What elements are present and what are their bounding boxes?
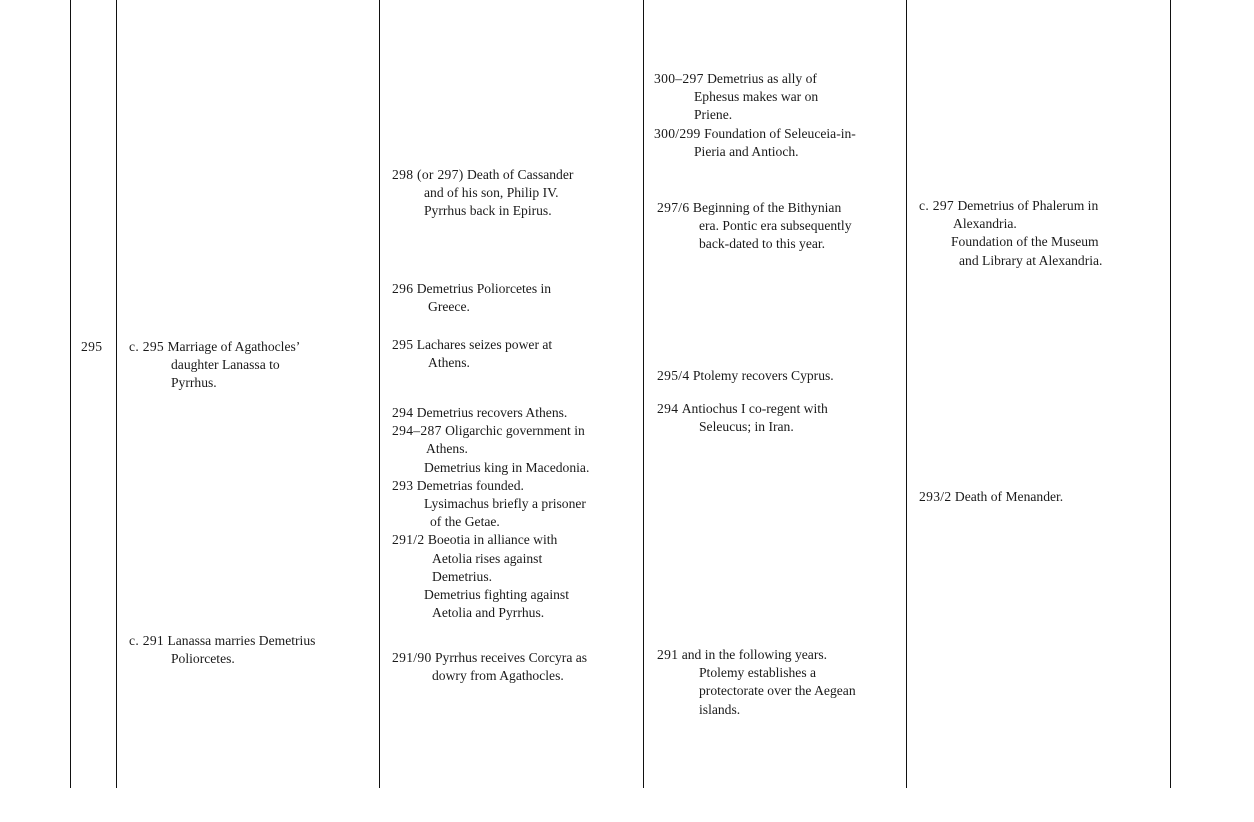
entry-year: 294 bbox=[657, 401, 679, 416]
entry-text: Foundation of Seleuceia-in- bbox=[704, 125, 856, 141]
entry-text: Oligarchic government in bbox=[445, 423, 585, 439]
entry-text: Demetrias founded. bbox=[416, 477, 524, 493]
entry-text: Demetrius of Phalerum in bbox=[957, 198, 1099, 213]
entry-text: Poliorcetes. bbox=[171, 651, 235, 667]
column-rule-6 bbox=[1170, 0, 1171, 788]
entry-year: 298 (or 297) bbox=[392, 167, 464, 182]
column-rule-1 bbox=[70, 0, 71, 788]
entry-text: Death of Menander. bbox=[954, 489, 1064, 504]
entry-text: Priene. bbox=[694, 107, 733, 123]
greece-entry bbox=[392, 280, 551, 316]
year-marker-text: 295 bbox=[81, 339, 103, 354]
entry-text: Demetrius. bbox=[432, 568, 493, 584]
entry-year: 291/2 bbox=[392, 532, 425, 548]
entry-year: 300–297 bbox=[654, 71, 704, 86]
asia-entry bbox=[657, 400, 828, 436]
entry-year: c. 295 bbox=[129, 339, 165, 354]
entry-text: and Library at Alexandria. bbox=[959, 252, 1103, 268]
entry-text: and of his son, Philip IV. bbox=[424, 185, 559, 201]
entry-year: 295 bbox=[392, 337, 414, 352]
entry-text: Athens. bbox=[428, 355, 470, 371]
entry-text: Demetrius king in Macedonia. bbox=[424, 459, 590, 475]
entry-text: Ptolemy establishes a bbox=[699, 665, 817, 681]
entry-text: and in the following years. bbox=[681, 647, 828, 662]
entry-year: 293 bbox=[392, 477, 414, 493]
culture-entry bbox=[919, 488, 1063, 506]
entry-text: Seleucus; in Iran. bbox=[699, 419, 794, 435]
asia-entry bbox=[657, 367, 834, 385]
greece-entry bbox=[392, 336, 552, 372]
culture-entry bbox=[919, 197, 1102, 270]
entry-text: Lachares seizes power at bbox=[416, 337, 553, 352]
column-rule-5 bbox=[906, 0, 907, 788]
entry-text: Pyrrhus back in Epirus. bbox=[424, 203, 552, 219]
entry-text: daughter Lanassa to bbox=[171, 357, 280, 373]
entry-year: 291 bbox=[657, 647, 679, 662]
asia-entry bbox=[657, 646, 856, 719]
entry-text: Aetolia rises against bbox=[432, 550, 543, 566]
entry-year: c. 297 bbox=[919, 198, 955, 213]
year-marker bbox=[81, 338, 102, 356]
asia-entry bbox=[657, 199, 852, 254]
entry-year: 291/90 bbox=[392, 650, 432, 665]
entry-text: Ptolemy recovers Cyprus. bbox=[692, 368, 834, 383]
greece-entry bbox=[392, 166, 573, 221]
entry-text: Pyrrhus. bbox=[171, 375, 217, 391]
entry-text: Ephesus makes war on bbox=[694, 89, 819, 105]
entry-year: 293/2 bbox=[919, 489, 952, 504]
entry-year: 294–287 bbox=[392, 423, 442, 439]
entry-text: Death of Cassander bbox=[466, 167, 574, 182]
asia-entry bbox=[654, 70, 856, 161]
column-rule-2 bbox=[116, 0, 117, 788]
entry-text: Athens. bbox=[426, 441, 468, 457]
greece-entry bbox=[392, 649, 587, 685]
entry-text: Pieria and Antioch. bbox=[694, 143, 799, 159]
greece-entry bbox=[392, 404, 589, 622]
column-rule-3 bbox=[379, 0, 380, 788]
column-rule-4 bbox=[643, 0, 644, 788]
entry-text: Lysimachus briefly a prisoner bbox=[424, 496, 586, 512]
entry-year: 296 bbox=[392, 281, 414, 296]
entry-text: Beginning of the Bithynian bbox=[692, 200, 842, 215]
entry-text: back-dated to this year. bbox=[699, 236, 826, 252]
entry-year: 295/4 bbox=[657, 368, 690, 383]
west-entry bbox=[129, 338, 300, 393]
entry-text: dowry from Agathocles. bbox=[432, 668, 564, 684]
entry-text: Foundation of the Museum bbox=[951, 234, 1099, 250]
entry-text: of the Getae. bbox=[430, 514, 500, 530]
entry-text: Marriage of Agathocles’ bbox=[167, 339, 301, 354]
entry-text: Lanassa marries Demetrius bbox=[167, 633, 316, 648]
entry-year: 297/6 bbox=[657, 200, 690, 215]
entry-text: Boeotia in alliance with bbox=[427, 532, 558, 548]
entry-text: Aetolia and Pyrrhus. bbox=[432, 605, 545, 621]
entry-text: islands. bbox=[699, 701, 741, 717]
entry-text: protectorate over the Aegean bbox=[699, 683, 856, 699]
entry-text: Demetrius recovers Athens. bbox=[416, 405, 568, 420]
entry-text: Greece. bbox=[428, 299, 470, 315]
west-entry bbox=[129, 632, 315, 668]
entry-text: Alexandria. bbox=[953, 216, 1017, 232]
entry-text: Pyrrhus receives Corcyra as bbox=[434, 650, 588, 665]
entry-text: Demetrius Poliorcetes in bbox=[416, 281, 552, 296]
entry-text: Demetrius as ally of bbox=[707, 71, 817, 86]
entry-text: Demetrius fighting against bbox=[424, 587, 569, 603]
entry-year: 294 bbox=[392, 405, 414, 420]
entry-text: era. Pontic era subsequently bbox=[699, 218, 852, 234]
entry-text: Antiochus I co-regent with bbox=[681, 401, 828, 416]
entry-year: 300/299 bbox=[654, 125, 701, 141]
entry-year: c. 291 bbox=[129, 633, 165, 648]
